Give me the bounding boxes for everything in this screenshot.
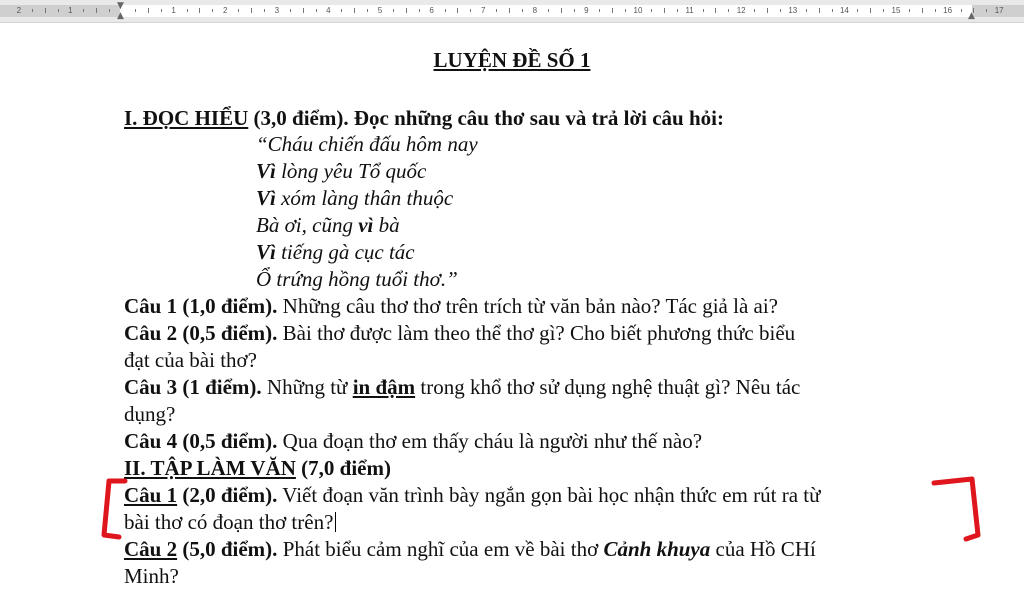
poem-line-2 xyxy=(256,158,426,184)
section2-heading-rest: (7,0 điểm) xyxy=(295,456,391,480)
section1-heading-rest: (3,0 điểm). Đọc những câu thơ sau và trả lời câu hỏi: xyxy=(248,106,724,130)
ruler-tick xyxy=(290,9,291,12)
poem-line-4-end: bà xyxy=(373,213,400,237)
poem-line-1: “Cháu chiến đấu hôm nay xyxy=(256,132,478,156)
ruler-tick xyxy=(522,9,523,12)
poem-line-4-bold: vì xyxy=(358,213,374,237)
ruler-number: 8 xyxy=(532,6,538,15)
poem-line-4-start: Bà ơi, cũng xyxy=(256,213,359,237)
ruler-tick xyxy=(599,9,600,12)
ruler-tick xyxy=(251,8,252,13)
ruler-tick xyxy=(341,9,342,12)
ruler-tick xyxy=(445,9,446,12)
ruler-tick xyxy=(148,8,149,13)
question-3-text-b: trong khổ thơ sử dụng nghệ thuật gì? Nêu tác xyxy=(415,375,801,399)
ruler-tick xyxy=(135,9,136,12)
ruler-tick xyxy=(561,8,562,13)
ruler-tick xyxy=(780,9,781,12)
question-4-text: Qua đoạn thơ em thấy cháu là người như thế nào? xyxy=(277,429,703,453)
ruler-tick xyxy=(32,9,33,12)
writing-task-1-label: Câu 1 xyxy=(124,483,178,507)
ruler-number: 11 xyxy=(685,6,694,15)
question-1 xyxy=(124,293,778,319)
ruler-tick xyxy=(393,9,394,12)
ruler-tick xyxy=(651,9,652,12)
ruler-tick xyxy=(857,9,858,12)
ruler-tick xyxy=(58,9,59,12)
section2-heading-label: II. TẬP LÀM VĂN xyxy=(124,456,296,480)
question-1-text: Những câu thơ thơ trên trích từ văn bản nào? Tác giả là ai? xyxy=(277,294,778,318)
ruler-tick xyxy=(548,9,549,12)
poem-line-5-bold: Vì xyxy=(256,240,276,264)
poem-line-3-bold: Vì xyxy=(256,186,276,210)
ruler-tick xyxy=(935,9,936,12)
ruler-tick xyxy=(509,8,510,13)
question-4 xyxy=(124,428,702,454)
horizontal-ruler[interactable] xyxy=(0,0,1024,23)
ruler-number: 1 xyxy=(171,6,176,15)
writing-task-2-label: Câu 2 xyxy=(124,537,178,561)
question-3-emphasis: in đậm xyxy=(352,375,416,399)
text-cursor xyxy=(335,512,336,532)
ruler-tick xyxy=(703,9,704,12)
ruler-tick xyxy=(715,8,716,13)
ruler-tick xyxy=(612,8,613,13)
section1-heading xyxy=(124,105,724,131)
poem-line-2-bold: Vì xyxy=(256,159,276,183)
writing-task-2 xyxy=(124,536,816,562)
ruler-number: 9 xyxy=(584,6,589,15)
writing-task-1-text: Viết đoạn văn trình bày ngắn gọn bài học nhận thức em rút ra từ xyxy=(277,483,821,507)
poem-line-6: Ổ trứng hồng tuổi thơ.” xyxy=(256,267,458,291)
ruler-number: 17 xyxy=(994,6,1004,15)
ruler-number: 12 xyxy=(736,6,746,15)
section1-heading-label: I. ĐỌC HIỂU xyxy=(124,106,249,130)
document-page[interactable] xyxy=(0,23,1024,600)
question-3 xyxy=(124,374,800,400)
ruler-tick xyxy=(496,9,497,12)
ruler-tick xyxy=(470,9,471,12)
writing-task-1-cont[interactable] xyxy=(124,509,336,535)
ruler-tick xyxy=(406,8,407,13)
question-2-label: Câu 2 (0,5 điểm). xyxy=(124,321,278,345)
ruler-number: 6 xyxy=(429,6,434,15)
hanging-indent-marker[interactable]: ▲ xyxy=(117,11,124,21)
poem-line-4 xyxy=(256,212,400,238)
ruler-tick xyxy=(45,8,46,13)
ruler-tick xyxy=(457,8,458,13)
ruler-tick xyxy=(909,9,910,12)
writing-task-2-points: (5,0 điểm). xyxy=(177,537,278,561)
question-1-label: Câu 1 (1,0 điểm). xyxy=(124,294,278,318)
writing-task-1 xyxy=(124,482,821,508)
ruler-tick xyxy=(677,9,678,12)
ruler-tick xyxy=(419,9,420,12)
ruler-number: 3 xyxy=(274,6,280,15)
ruler-tick xyxy=(806,9,807,12)
ruler-tick xyxy=(109,9,110,12)
ruler-tick xyxy=(199,8,200,13)
ruler-tick xyxy=(316,9,317,12)
ruler-tick xyxy=(883,9,884,12)
ruler-tick xyxy=(728,9,729,12)
question-2 xyxy=(124,320,795,346)
ruler-tick xyxy=(238,9,239,12)
ruler-tick xyxy=(161,9,162,12)
ruler-number: 10 xyxy=(633,6,643,15)
ruler-tick xyxy=(96,8,97,13)
ruler-tick xyxy=(574,9,575,12)
section2-heading xyxy=(124,455,391,481)
ruler-tick xyxy=(922,8,923,13)
red-bracket-right xyxy=(928,473,988,548)
poem-line-3-rest: xóm làng thân thuộc xyxy=(275,186,454,210)
writing-task-2-poem-title: Cảnh khuya xyxy=(603,537,711,561)
writing-task-2-cont: Minh? xyxy=(124,564,179,588)
ruler-number: 5 xyxy=(377,6,383,15)
ruler-tick xyxy=(754,9,755,12)
writing-task-2-text-b: của Hồ CHí xyxy=(710,537,816,561)
ruler-tick xyxy=(870,8,871,13)
ruler-tick xyxy=(625,9,626,12)
poem-line-2-rest: lòng yêu Tổ quốc xyxy=(275,159,427,183)
ruler-number: 7 xyxy=(480,6,486,15)
ruler-tick xyxy=(986,9,987,12)
first-line-indent-marker[interactable]: ▼ xyxy=(117,1,124,11)
ruler-tick xyxy=(767,8,768,13)
poem-line-3 xyxy=(256,185,453,211)
ruler-tick xyxy=(264,9,265,12)
document-title: LUYỆN ĐỀ SỐ 1 xyxy=(433,48,591,72)
right-indent-marker[interactable]: ▲ xyxy=(968,11,975,21)
ruler-tick xyxy=(819,8,820,13)
question-3-text-a: Những từ xyxy=(261,375,353,399)
poem-line-5 xyxy=(256,239,415,265)
writing-task-1-cont-text: bài thơ có đoạn thơ trên? xyxy=(124,510,334,534)
ruler-number: 16 xyxy=(943,6,953,15)
poem-line-5-rest: tiếng gà cục tác xyxy=(275,240,415,264)
ruler-tick xyxy=(187,9,188,12)
ruler-tick xyxy=(212,9,213,12)
ruler-tick xyxy=(832,9,833,12)
question-2-text: Bài thơ được làm theo thể thơ gì? Cho biết phương thức biểu xyxy=(277,321,796,345)
question-3-cont: dụng? xyxy=(124,402,176,426)
ruler-number: 13 xyxy=(788,6,798,15)
ruler-tick xyxy=(83,9,84,12)
ruler-number: 14 xyxy=(839,6,849,15)
ruler-tick xyxy=(367,9,368,12)
red-bracket-left xyxy=(95,475,131,545)
ruler-number: 2 xyxy=(222,6,228,15)
question-3-label: Câu 3 (1 điểm). xyxy=(124,375,262,399)
ruler-number: 1 xyxy=(68,6,73,15)
ruler-number: 2 xyxy=(16,6,22,15)
ruler-number: 4 xyxy=(326,6,331,15)
question-2-cont: đạt của bài thơ? xyxy=(124,348,257,372)
writing-task-2-text-a: Phát biểu cảm nghĩ của em về bài thơ xyxy=(277,537,604,561)
ruler-tick xyxy=(354,8,355,13)
ruler-tick xyxy=(664,8,665,13)
writing-task-1-points: (2,0 điểm). xyxy=(177,483,278,507)
question-4-label: Câu 4 (0,5 điểm). xyxy=(124,429,278,453)
ruler-tick xyxy=(961,9,962,12)
ruler-number: 15 xyxy=(891,6,901,15)
ruler-tick xyxy=(303,8,304,13)
